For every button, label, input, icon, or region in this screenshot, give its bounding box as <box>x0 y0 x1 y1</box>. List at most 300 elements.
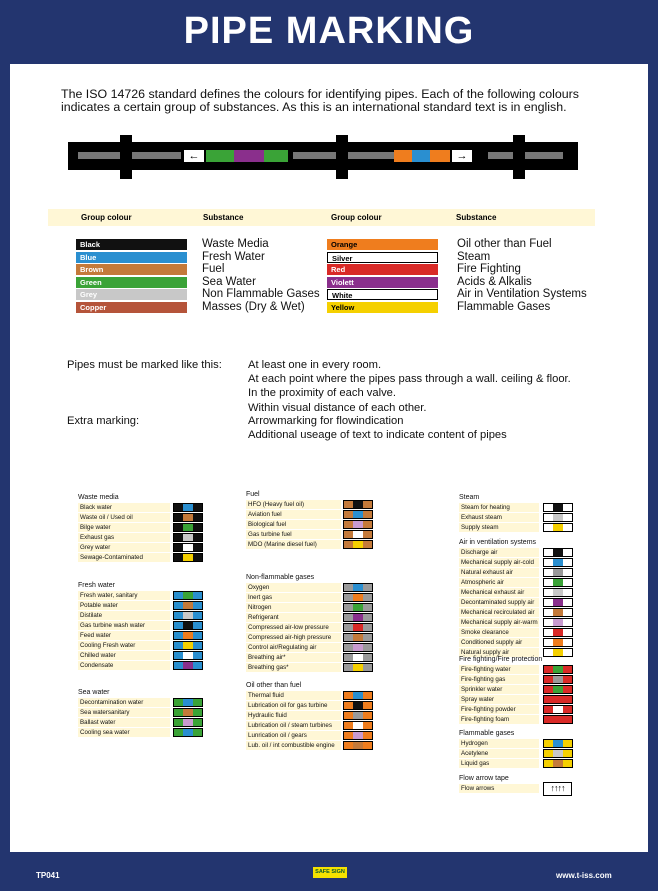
group-row <box>246 741 335 751</box>
colour-swatch-black: Black <box>76 239 187 250</box>
colour-band <box>344 594 353 601</box>
group-row <box>78 533 119 543</box>
colour-band <box>563 579 572 586</box>
colour-band <box>553 750 562 757</box>
colour-band <box>353 634 362 641</box>
substance-name: Thermal fluid <box>246 691 341 700</box>
colour-band <box>183 612 192 619</box>
colour-code-swatch <box>173 641 203 650</box>
colour-band <box>553 686 562 693</box>
group-row <box>246 691 301 701</box>
substance-label: Sea Water <box>202 275 256 288</box>
substance-name: Potable water <box>78 601 170 610</box>
colour-band <box>174 602 183 609</box>
colour-band <box>193 719 202 726</box>
colour-band <box>174 622 183 629</box>
flow-arrows-icon: ↑↑↑↑ <box>543 782 572 796</box>
substance-name: Biological fuel <box>246 520 341 529</box>
substance-name: Fire-fighting powder <box>459 705 539 714</box>
substance-name: Acetylene <box>459 749 539 758</box>
colour-band <box>344 531 353 538</box>
pipe-flange <box>120 135 132 179</box>
substance-name: Decontaminated supply air <box>459 598 539 607</box>
substance-label: Air in Ventilation Systems <box>457 288 587 301</box>
colour-band <box>563 609 572 616</box>
colour-band <box>353 501 362 508</box>
rule-item: At least one in every room. <box>248 359 382 371</box>
substance-label: Fire Fighting <box>457 263 521 276</box>
rule-item: Within visual distance of each other. <box>248 401 427 414</box>
colour-band <box>563 524 572 531</box>
pipe-band-orange <box>430 150 450 162</box>
colour-band <box>344 644 353 651</box>
substance-name: MDO (Marine diesel fuel) <box>246 540 341 549</box>
colour-band <box>363 531 372 538</box>
colour-band <box>363 624 372 631</box>
colour-band <box>193 642 202 649</box>
colour-band <box>553 559 562 566</box>
colour-band <box>544 589 553 596</box>
colour-band <box>544 696 553 703</box>
colour-code-swatch <box>343 603 373 612</box>
colour-band <box>544 619 553 626</box>
colour-band <box>193 652 202 659</box>
group-row <box>78 591 138 601</box>
group-flow-arrow-tape <box>459 774 565 794</box>
substance-name: Nitrogen <box>246 603 341 612</box>
colour-band <box>363 584 372 591</box>
colour-code-swatch <box>343 653 373 662</box>
colour-band <box>183 514 192 521</box>
colour-band <box>563 740 572 747</box>
colour-swatch-copper: Copper <box>76 302 187 313</box>
group-fuel <box>246 490 317 550</box>
substance-name: Bilge water <box>78 523 170 532</box>
colour-band <box>193 554 202 561</box>
colour-band <box>363 732 372 739</box>
colour-code-swatch <box>543 558 573 567</box>
group-title: Non-flammable gases <box>246 574 315 581</box>
colour-band <box>344 541 353 548</box>
group-row <box>78 651 115 661</box>
group-title: Oil other than fuel <box>246 682 302 689</box>
header-substance-2: Substance <box>456 213 497 222</box>
colour-band <box>553 676 562 683</box>
group-row <box>459 739 514 749</box>
colour-band <box>174 709 183 716</box>
substance-name: Breathing gas* <box>246 663 341 672</box>
colour-band <box>363 634 372 641</box>
colour-band <box>193 592 202 599</box>
colour-band <box>183 652 192 659</box>
colour-code-swatch <box>343 583 373 592</box>
colour-band <box>363 702 372 709</box>
colour-band <box>353 521 362 528</box>
group-row <box>246 593 314 603</box>
colour-band <box>544 716 553 723</box>
colour-band <box>353 511 362 518</box>
substance-label: Non Flammable Gases <box>202 288 320 301</box>
colour-code-swatch <box>343 593 373 602</box>
group-row <box>246 623 329 633</box>
colour-band <box>353 742 362 749</box>
group-row <box>78 718 116 728</box>
colour-band <box>363 594 372 601</box>
group-title: Waste media <box>78 494 119 501</box>
colour-band <box>353 531 362 538</box>
substance-name: Lub. oil / int combustible engine <box>246 741 341 750</box>
pipe-band-green <box>264 150 288 162</box>
substance-name: Spray water <box>459 695 539 704</box>
colour-band <box>563 649 572 656</box>
colour-band <box>344 521 353 528</box>
colour-band <box>544 569 553 576</box>
colour-band <box>544 549 553 556</box>
colour-band <box>193 709 202 716</box>
substance-name: Black water <box>78 503 170 512</box>
substance-name: Condensate <box>78 661 170 670</box>
substance-name: Compressed air-low pressure <box>246 623 341 632</box>
rules-label-2: Extra marking: <box>67 415 140 427</box>
group-row <box>459 628 536 638</box>
group-row <box>459 685 542 695</box>
colour-band <box>363 541 372 548</box>
colour-band <box>544 504 553 511</box>
colour-code-swatch <box>173 591 203 600</box>
group-row <box>78 631 115 641</box>
colour-band <box>544 639 553 646</box>
group-row <box>246 663 314 673</box>
colour-band <box>563 676 572 683</box>
colour-band <box>544 706 553 713</box>
colour-band <box>363 644 372 651</box>
group-row <box>78 601 118 611</box>
substance-name: Conditioned supply air <box>459 638 539 647</box>
colour-code-swatch <box>543 715 573 724</box>
colour-code-swatch <box>543 523 573 532</box>
group-row <box>459 759 514 769</box>
product-code: TP041 <box>36 871 60 880</box>
substance-name: Liquid gas <box>459 759 539 768</box>
group-row <box>246 731 307 741</box>
colour-code-swatch <box>173 718 203 727</box>
colour-code-swatch <box>343 540 373 549</box>
substance-name: Exhaust gas <box>78 533 170 542</box>
colour-band <box>183 662 192 669</box>
substance-name: Gas turbine wash water <box>78 621 170 630</box>
group-row <box>459 618 536 628</box>
pipe-segment <box>488 152 563 159</box>
colour-code-swatch <box>543 749 573 758</box>
substance-name: Smoke clearance <box>459 628 539 637</box>
colour-code-swatch <box>543 548 573 557</box>
group-row <box>78 503 119 513</box>
group-row <box>459 548 536 558</box>
colour-band <box>344 511 353 518</box>
substance-label: Steam <box>457 250 491 263</box>
group-row <box>246 613 314 623</box>
substance-name: Inert gas <box>246 593 341 602</box>
rule-item: In the proximity of each valve. <box>248 387 396 400</box>
colour-band <box>563 569 572 576</box>
group-title: Flammable gases <box>459 730 515 737</box>
substance-name: Mechanical exhaust air <box>459 588 539 597</box>
group-row <box>246 633 332 643</box>
colour-band <box>183 642 192 649</box>
colour-band <box>563 549 572 556</box>
substance-name: Fire-fighting water <box>459 665 539 674</box>
colour-code-swatch <box>343 633 373 642</box>
colour-band <box>363 654 372 661</box>
colour-band <box>553 706 562 713</box>
colour-band <box>553 599 562 606</box>
colour-swatch-orange: Orange <box>327 239 438 250</box>
substance-label: Masses (Dry & Wet) <box>202 301 305 313</box>
colour-band <box>183 592 192 599</box>
colour-band <box>353 614 362 621</box>
colour-code-swatch <box>543 705 573 714</box>
colour-band <box>344 722 353 729</box>
substance-name: Sprinkler water <box>459 685 539 694</box>
group-row <box>78 513 133 523</box>
colour-band <box>193 632 202 639</box>
substance-name: Breathing air* <box>246 653 341 662</box>
colour-band <box>563 619 572 626</box>
substance-name: Mechanical supply air-cold <box>459 558 539 567</box>
colour-band <box>344 614 353 621</box>
colour-code-swatch <box>173 553 203 562</box>
colour-band <box>183 709 192 716</box>
colour-band <box>544 740 553 747</box>
group-row <box>459 638 536 648</box>
colour-band <box>174 719 183 726</box>
group-title: Flow arrow tape <box>459 775 509 782</box>
colour-band <box>183 554 192 561</box>
colour-swatch-silver: Silver <box>327 252 438 263</box>
group-row <box>78 543 119 553</box>
colour-code-swatch <box>173 601 203 610</box>
group-row <box>459 598 536 608</box>
group-waste-media <box>78 493 143 563</box>
colour-swatch-grey: Grey <box>76 289 187 300</box>
group-steam <box>459 493 510 533</box>
colour-code-swatch <box>173 631 203 640</box>
substance-name: HFO (Heavy fuel oil) <box>246 500 341 509</box>
colour-band <box>353 702 362 709</box>
group-flammable-gases <box>459 729 514 769</box>
substance-name: Exhaust steam <box>459 513 539 522</box>
substance-name: Waste oil / Used oil <box>78 513 170 522</box>
substance-name: Decontamination water <box>78 698 170 707</box>
substance-name: Oxygen <box>246 583 341 592</box>
colour-code-swatch <box>543 503 573 512</box>
colour-band <box>174 514 183 521</box>
colour-swatch-white: White <box>327 289 438 300</box>
group-oil-other-than-fuel <box>246 681 335 751</box>
colour-band <box>174 642 183 649</box>
colour-band <box>553 740 562 747</box>
colour-band <box>353 584 362 591</box>
colour-band <box>563 666 572 673</box>
colour-band <box>193 544 202 551</box>
group-row <box>459 588 536 598</box>
group-row <box>459 503 510 513</box>
group-row <box>246 711 301 721</box>
colour-code-swatch <box>543 628 573 637</box>
header-group-colour-1: Group colour <box>81 213 132 222</box>
colour-band <box>563 514 572 521</box>
colour-band <box>344 624 353 631</box>
colour-band <box>344 584 353 591</box>
group-row <box>78 621 145 631</box>
colour-band <box>563 696 572 703</box>
rules-list-2 <box>248 414 648 442</box>
group-fire-fighting-fire-protection <box>459 655 542 725</box>
colour-code-swatch <box>543 588 573 597</box>
colour-band <box>174 592 183 599</box>
colour-band <box>363 712 372 719</box>
page-title: PIPE MARKING <box>183 10 475 52</box>
colour-swatch-red: Red <box>327 264 438 275</box>
group-row <box>459 578 536 588</box>
group-row <box>246 721 332 731</box>
group-row <box>246 653 314 663</box>
group-row <box>78 611 115 621</box>
colour-band <box>193 622 202 629</box>
group-row <box>459 558 536 568</box>
colour-code-swatch <box>343 721 373 730</box>
colour-band <box>544 579 553 586</box>
colour-band <box>344 692 353 699</box>
intro-text: The ISO 14726 standard defines the colours for identifying pipes. Each of the following colours indicates a certain group of substances. As this is an international standard text is in english. <box>61 87 579 114</box>
colour-band <box>544 629 553 636</box>
safe-sign-logo: SAFE SIGN <box>313 867 347 878</box>
colour-code-swatch <box>543 675 573 684</box>
group-row <box>78 553 143 563</box>
colour-band <box>553 649 562 656</box>
substance-name: Feed water <box>78 631 170 640</box>
substance-name: Cooling Fresh water <box>78 641 170 650</box>
substance-name: Control air/Regulating air <box>246 643 341 652</box>
colour-band <box>363 664 372 671</box>
header-group-colour-2: Group colour <box>331 213 382 222</box>
colour-code-swatch <box>543 759 573 768</box>
colour-band <box>544 750 553 757</box>
colour-band <box>174 662 183 669</box>
substance-name: Aviation fuel <box>246 510 341 519</box>
colour-band <box>174 652 183 659</box>
colour-code-swatch <box>343 613 373 622</box>
colour-code-swatch <box>543 513 573 522</box>
substance-name: Steam for heating <box>459 503 539 512</box>
colour-swatch-blue: Blue <box>76 252 187 263</box>
substance-label: Flammable Gases <box>457 301 551 313</box>
colour-band <box>544 666 553 673</box>
rule-item: Additional useage of text to indicate content of pipes <box>248 429 507 442</box>
group-row <box>246 500 305 510</box>
group-row <box>246 643 317 653</box>
substance-name: Ballast water <box>78 718 170 727</box>
website-url: www.t-iss.com <box>556 871 612 880</box>
group-row <box>459 705 542 715</box>
colour-code-swatch <box>343 510 373 519</box>
group-row <box>78 523 119 533</box>
colour-band <box>563 559 572 566</box>
substance-name: Gas turbine fuel <box>246 530 341 539</box>
colour-band <box>183 534 192 541</box>
colour-band <box>363 614 372 621</box>
colour-band <box>363 742 372 749</box>
colour-band <box>553 619 562 626</box>
colour-code-swatch <box>543 685 573 694</box>
header-substance-1: Substance <box>203 213 244 222</box>
substance-name: Sewage-Contaminated <box>78 553 170 562</box>
colour-band <box>353 644 362 651</box>
colour-band <box>553 629 562 636</box>
colour-band <box>544 609 553 616</box>
colour-code-swatch <box>543 618 573 627</box>
colour-band <box>183 622 192 629</box>
colour-code-swatch <box>173 698 203 707</box>
colour-band <box>353 541 362 548</box>
group-row <box>246 510 282 520</box>
rule-item: At each point where the pipes pass through a wall. ceiling & floor. <box>248 373 571 386</box>
colour-band <box>544 649 553 656</box>
substance-name: Fire-fighting foam <box>459 715 539 724</box>
pipe-band-green <box>206 150 234 162</box>
colour-band <box>363 722 372 729</box>
group-row <box>459 665 542 675</box>
colour-band <box>193 602 202 609</box>
substance-name: Natural supply air <box>459 648 539 657</box>
colour-band <box>544 686 553 693</box>
group-row <box>78 698 144 708</box>
group-row <box>78 708 130 718</box>
colour-band <box>353 732 362 739</box>
colour-band <box>363 521 372 528</box>
colour-band <box>544 599 553 606</box>
colour-band <box>553 589 562 596</box>
colour-band <box>193 514 202 521</box>
colour-band <box>174 544 183 551</box>
colour-swatch-brown: Brown <box>76 264 187 275</box>
colour-band <box>553 524 562 531</box>
colour-band <box>353 654 362 661</box>
group-title: Fire fighting/Fire protection <box>459 656 543 663</box>
substance-name: Hydraulic fluid <box>246 711 341 720</box>
substance-name: Chilled water <box>78 651 170 660</box>
colour-band <box>174 729 183 736</box>
group-title: Fuel <box>246 491 260 498</box>
colour-band <box>174 554 183 561</box>
colour-code-swatch <box>173 611 203 620</box>
colour-band <box>174 534 183 541</box>
colour-band <box>544 514 553 521</box>
colour-band <box>193 699 202 706</box>
colour-code-swatch <box>543 695 573 704</box>
colour-code-swatch <box>343 623 373 632</box>
substance-name: Lunrication oil / gears <box>246 731 341 740</box>
substance-name: Lubrication oil / steam turbines <box>246 721 341 730</box>
colour-band <box>344 712 353 719</box>
substance-name: Hydrogen <box>459 739 539 748</box>
colour-band <box>553 696 562 703</box>
group-title: Steam <box>459 494 480 501</box>
colour-band <box>344 654 353 661</box>
substance-name: Cooling sea water <box>78 728 170 737</box>
colour-code-swatch <box>343 741 373 750</box>
group-row <box>78 661 115 671</box>
